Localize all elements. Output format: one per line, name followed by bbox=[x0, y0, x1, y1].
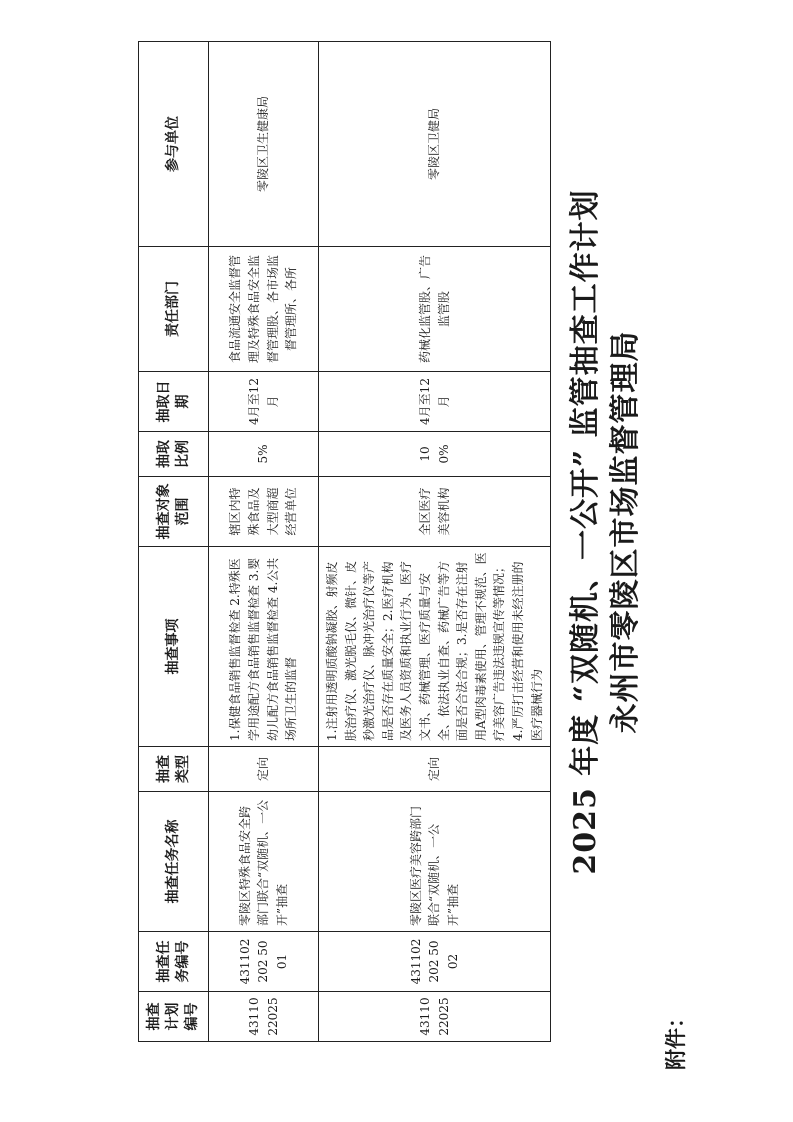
title-line-1: 永州市零陵区市场监督管理局 bbox=[608, 330, 643, 734]
header-cell: 抽查对象范围 bbox=[139, 477, 209, 547]
header-cell: 抽查类型 bbox=[139, 747, 209, 792]
header-cell: 抽查任务名称 bbox=[139, 792, 209, 932]
participant-cell: 零陵区卫生健康局 bbox=[209, 42, 319, 247]
table-header-row bbox=[139, 42, 209, 1042]
ratio-cell: 5% bbox=[209, 432, 319, 477]
header-cell: 参与单位 bbox=[139, 42, 209, 247]
table-row bbox=[319, 42, 551, 1042]
dept-cell: 食品流通安全监督管理及特殊食品安全监督管理股、各市场监督管理所、各所 bbox=[209, 247, 319, 372]
title-line-2: 2025 年度 “双随机、一公开” 监管抽查工作计划 bbox=[568, 189, 603, 875]
date-cell: 4月至12月 bbox=[319, 372, 551, 432]
type-cell: 定向 bbox=[209, 747, 319, 792]
plan-no-cell: 4311022025 bbox=[209, 992, 319, 1042]
header-cell: 抽查计划编号 bbox=[139, 992, 209, 1042]
task-name-cell: 零陵区特殊食品安全跨部门联合“双随机、一公开”抽查 bbox=[209, 792, 319, 932]
ratio-cell: 100% bbox=[319, 432, 551, 477]
items-cell: 1.保健食品销售监督检查 2.特殊医学用途配方食品销售监督检查 3.婴幼儿配方食品销售监督检查 4.公共场所卫生的监督 bbox=[209, 547, 319, 747]
date-cell: 4月至12月 bbox=[209, 372, 319, 432]
plan-no-cell: 4311022025 bbox=[319, 992, 551, 1042]
items-cell: 1.注射用透明质酸钠凝胶、射频皮肤治疗仪、激光脱毛仪、微针、皮秒激光治疗仪、脉冲光治疗仪等产品是否存在质量安全；2.医疗机构及医务人员资质和执业行为、医疗文书、药械管理、医疗质量与安全、依法执业自查、药械广告等方面是否合法合规；3.是否存在注射用A型肉毒素使用、管理不规范、医疗美容广告违法违规宣传等情况；4.严厉打击经营和使用未经注册的医疗器械行为 bbox=[319, 547, 551, 747]
header-cell: 抽查事项 bbox=[139, 547, 209, 747]
participant-cell: 零陵区卫健局 bbox=[319, 42, 551, 247]
table-row bbox=[209, 42, 319, 1042]
scope-cell: 辖区内特殊食品及大型商超经营单位 bbox=[209, 477, 319, 547]
type-cell: 定向 bbox=[319, 747, 551, 792]
scope-cell: 全区医疗美容机构 bbox=[319, 477, 551, 547]
task-name-cell: 零陵区医疗美容跨部门联合“双随机、一公开”抽查 bbox=[319, 792, 551, 932]
dept-cell: 药械化监管股、广告监管股 bbox=[319, 247, 551, 372]
header-cell: 抽查任务编号 bbox=[139, 932, 209, 992]
plan-table bbox=[138, 41, 551, 1042]
header-cell: 责任部门 bbox=[139, 247, 209, 372]
header-cell: 抽取日期 bbox=[139, 372, 209, 432]
annex-label: 附件： bbox=[664, 1007, 688, 1070]
task-no-cell: 431102202 5001 bbox=[209, 932, 319, 992]
header-cell: 抽取比例 bbox=[139, 432, 209, 477]
task-no-cell: 431102202 5002 bbox=[319, 932, 551, 992]
